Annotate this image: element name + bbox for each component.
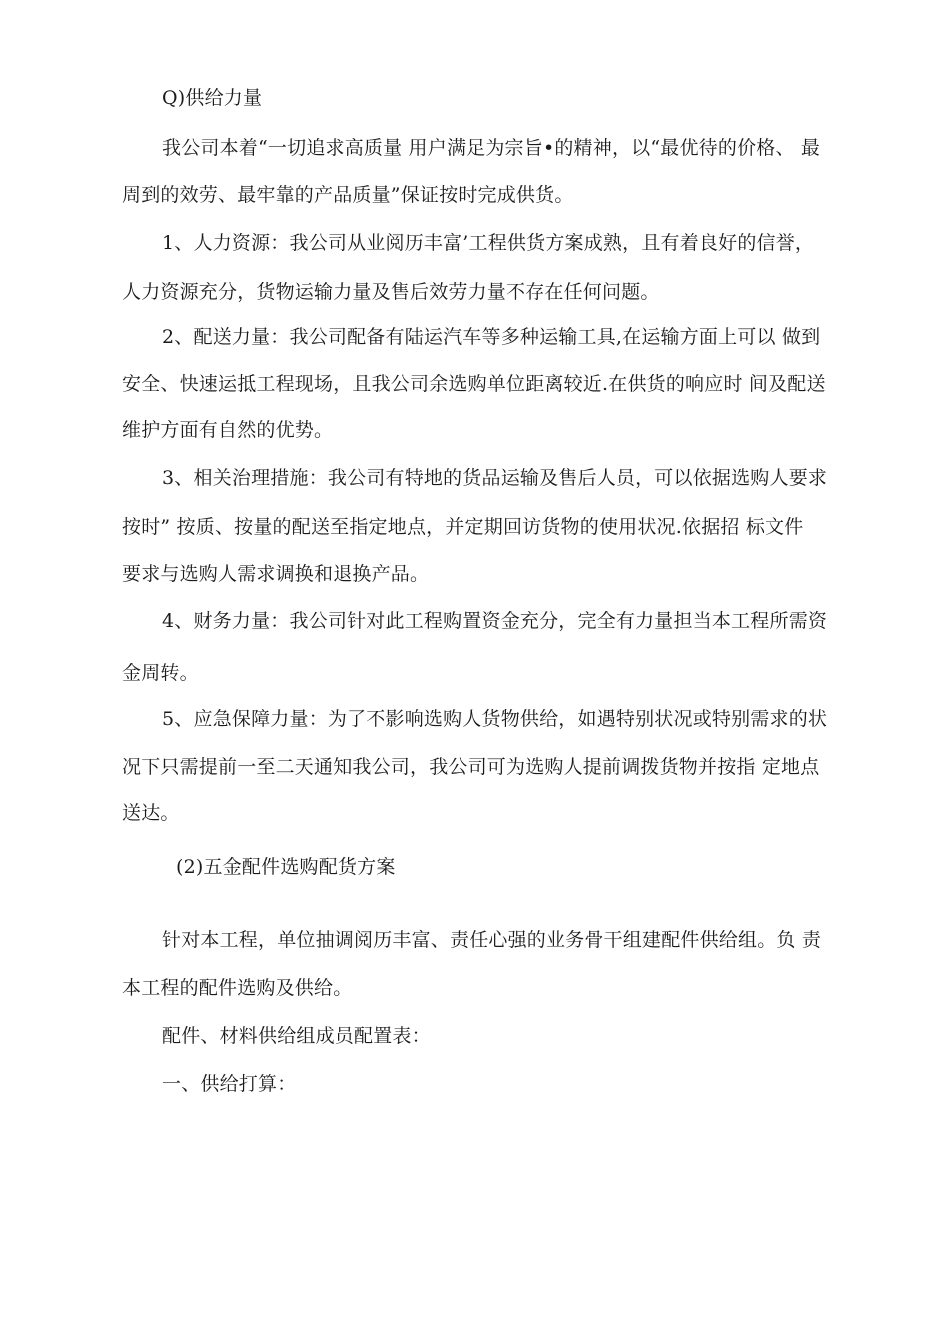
item3-line2: 按时” 按质、按量的配送至指定地点，并定期回访货物的使用状况.依据招 标文件 [122, 516, 804, 538]
section1-intro-line2: 周到的效劳、最牢靠的产品质量”保证按时完成供货。 [122, 184, 574, 206]
item4-line1: 4、财务力量：我公司针对此工程购置资金充分，完全有力量担当本工程所需资 [162, 610, 828, 632]
item1-line2: 人力资源充分，货物运输力量及售后效劳力量不存在任何问题。 [122, 281, 660, 303]
item5-line2: 况下只需提前一至二天通知我公司，我公司可为选购人提前调拨货物并按指 定地点 [122, 756, 820, 778]
section1-heading: Q)供给力量 [162, 87, 263, 109]
item5-line3: 送达。 [122, 802, 180, 824]
item4-line2: 金周转。 [122, 662, 199, 684]
section2-intro-line1: 针对本工程，单位抽调阅历丰富、责任心强的业务骨干组建配件供给组。负 责 [162, 929, 822, 951]
item3-line3: 要求与选购人需求调换和退换产品。 [122, 563, 430, 585]
item2-line1: 2、配送力量：我公司配备有陆运汽车等多种运输工具,在运输方面上可以 做到 [162, 326, 821, 348]
item3-line1: 3、相关治理措施：我公司有特地的货品运输及售后人员，可以依据选购人要求 [162, 467, 828, 489]
section1-intro-line1: 我公司本着“一切追求高质量 用户满足为宗旨•的精神，以“最优待的价格、 最 [162, 137, 821, 159]
section2-heading: (2)五金配件选购配货方案 [176, 856, 396, 878]
item1-line1: 1、人力资源：我公司从业阅历丰富’工程供货方案成熟，且有着良好的信誉， [162, 232, 815, 254]
section2-intro-line2: 本工程的配件选购及供给。 [122, 977, 353, 999]
item2-line2: 安全、快速运抵工程现场，且我公司余选购单位距离较近.在供货的响应时 间及配送 [122, 373, 826, 395]
item5-line1: 5、应急保障力量：为了不影响选购人货物供给，如遇特别状况或特别需求的状 [162, 708, 828, 730]
sub-heading: 一、供给打算： [162, 1073, 297, 1095]
table-caption: 配件、材料供给组成员配置表： [162, 1025, 431, 1047]
item2-line3: 维护方面有自然的优势。 [122, 419, 334, 441]
